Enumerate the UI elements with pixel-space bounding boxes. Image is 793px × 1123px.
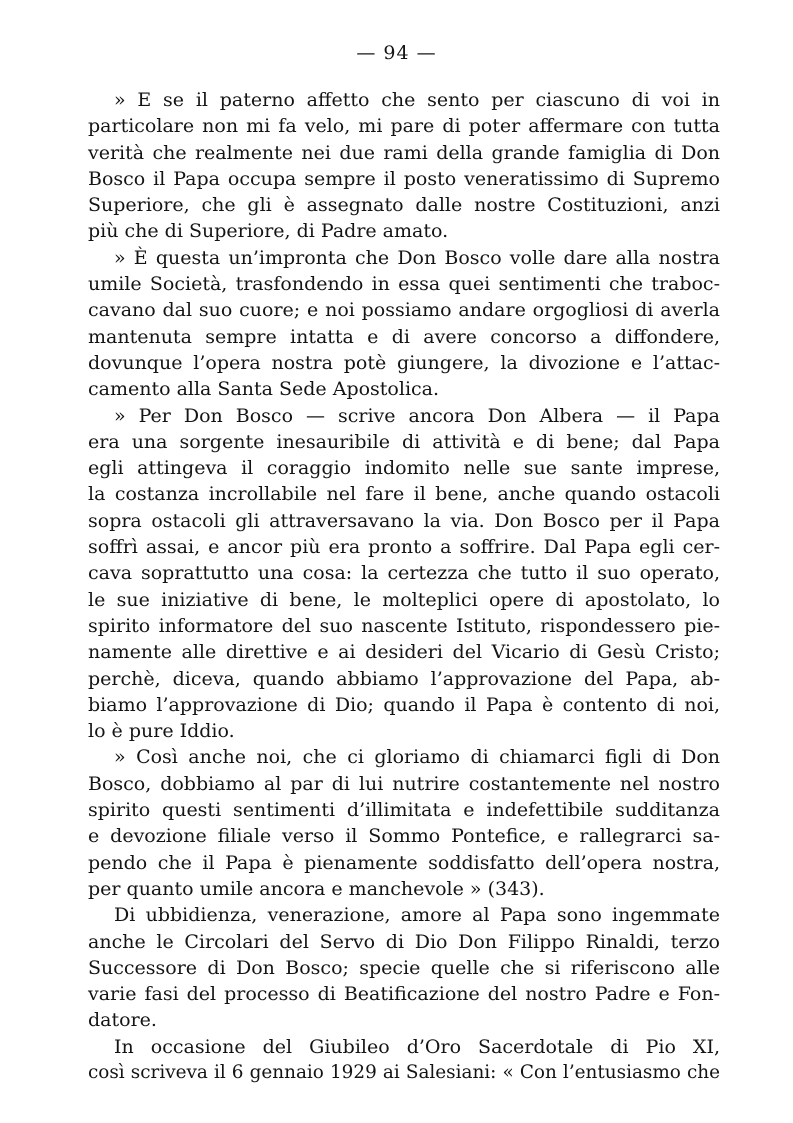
text-line: Di ubbidienza, venerazione, amore al Papa sono ingemmate bbox=[114, 904, 720, 927]
text-line: » Per Don Bosco — scrive ancora Don Albera — il Papa bbox=[114, 404, 720, 427]
text-line: anche le Circolari del Servo di Dio Don Filippo Rinaldi, terzo bbox=[88, 930, 720, 953]
text-line: egli attingeva il coraggio indomito nelle sue sante imprese, bbox=[88, 457, 720, 480]
text-line: » E se il paterno affetto che sento per ciascuno di voi in bbox=[114, 89, 720, 111]
text-line: lo è pure Iddio. bbox=[88, 720, 235, 743]
text-line: più che di Superiore, di Padre amato. bbox=[88, 220, 449, 243]
text-line: verità che realmente nei due rami della grande famiglia di Don bbox=[88, 141, 720, 164]
text-line: la costanza incrollabile nel fare il bene, anche quando ostacoli bbox=[88, 483, 720, 506]
text-line: era una sorgente inesauribile di attività e di bene; dal Papa bbox=[88, 430, 720, 453]
text-line: namente alle direttive e ai desideri del Vicario di Gesù Cristo; bbox=[88, 641, 720, 664]
body-text bbox=[88, 87, 720, 1086]
text-line: cava soprattutto una cosa: la certezza che tutto il suo operato, bbox=[88, 562, 720, 585]
text-line: Bosco, dobbiamo al par di lui nutrire costantemente nel nostro bbox=[88, 772, 720, 795]
text-line: datore. bbox=[88, 1009, 157, 1032]
text-line: sopra ostacoli gli attraversavano la via. Don Bosco per il Papa bbox=[88, 509, 720, 532]
text-line: pendo che il Papa è pienamente soddisfatto dell’opera nostra, bbox=[88, 851, 720, 874]
text-line: perchè, diceva, quando abbiamo l’approvazione del Papa, ab- bbox=[88, 667, 720, 690]
text-line: dovunque l’opera nostra potè giungere, la divozione e l’attac- bbox=[88, 351, 720, 374]
text-line: » Così anche noi, che ci gloriamo di chiamarci figli di Don bbox=[114, 746, 720, 769]
text-line: e devozione filiale verso il Sommo Pontefice, e rallegrarci sa- bbox=[88, 825, 720, 848]
text-line: spirito informatore del suo nascente Istituto, rispondessero pie- bbox=[88, 614, 720, 637]
text-line: Superiore, che gli è assegnato dalle nostre Costituzioni, anzi bbox=[88, 194, 720, 217]
text-line: mantenuta sempre intatta e di avere concorso a diffondere, bbox=[88, 325, 720, 348]
text-line: camento alla Santa Sede Apostolica. bbox=[88, 378, 440, 401]
text-line: le sue iniziative di bene, le molteplici opere di apostolato, lo bbox=[88, 588, 720, 611]
text-line: Bosco il Papa occupa sempre il posto veneratissimo di Supremo bbox=[88, 167, 720, 190]
text-line: spirito questi sentimenti d’illimitata e indefettibile sudditanza bbox=[88, 799, 720, 822]
text-line: umile Società, trasfondendo in essa quei sentimenti che traboc- bbox=[88, 273, 720, 296]
text-line: » È questa un’impronta che Don Bosco volle dare alla nostra bbox=[114, 246, 720, 269]
text-line: cavano dal suo cuore; e noi possiamo andare orgogliosi di averla bbox=[88, 299, 720, 322]
text-line: In occasione del Giubileo d’Oro Sacerdotale di Pio XI, bbox=[114, 1035, 720, 1058]
text-line: Successore di Don Bosco; specie quelle che si riferiscono alle bbox=[88, 956, 720, 979]
text-line: varie fasi del processo di Beatificazione del nostro Padre e Fon- bbox=[88, 983, 720, 1006]
text-line: soffrì assai, e ancor più era pronto a soffrire. Dal Papa egli cer- bbox=[88, 536, 720, 559]
text-line: per quanto umile ancora e manchevole » (343). bbox=[88, 877, 545, 900]
text-line: così scriveva il 6 gennaio 1929 ai Salesiani: « Con l’entusiasmo che bbox=[88, 1061, 720, 1083]
text-line: particolare non mi fa velo, mi pare di poter affermare con tutta bbox=[88, 115, 720, 138]
text-line: biamo l’approvazione di Dio; quando il Papa è contento di noi, bbox=[88, 693, 720, 716]
page-number: — 94 — bbox=[356, 42, 437, 64]
